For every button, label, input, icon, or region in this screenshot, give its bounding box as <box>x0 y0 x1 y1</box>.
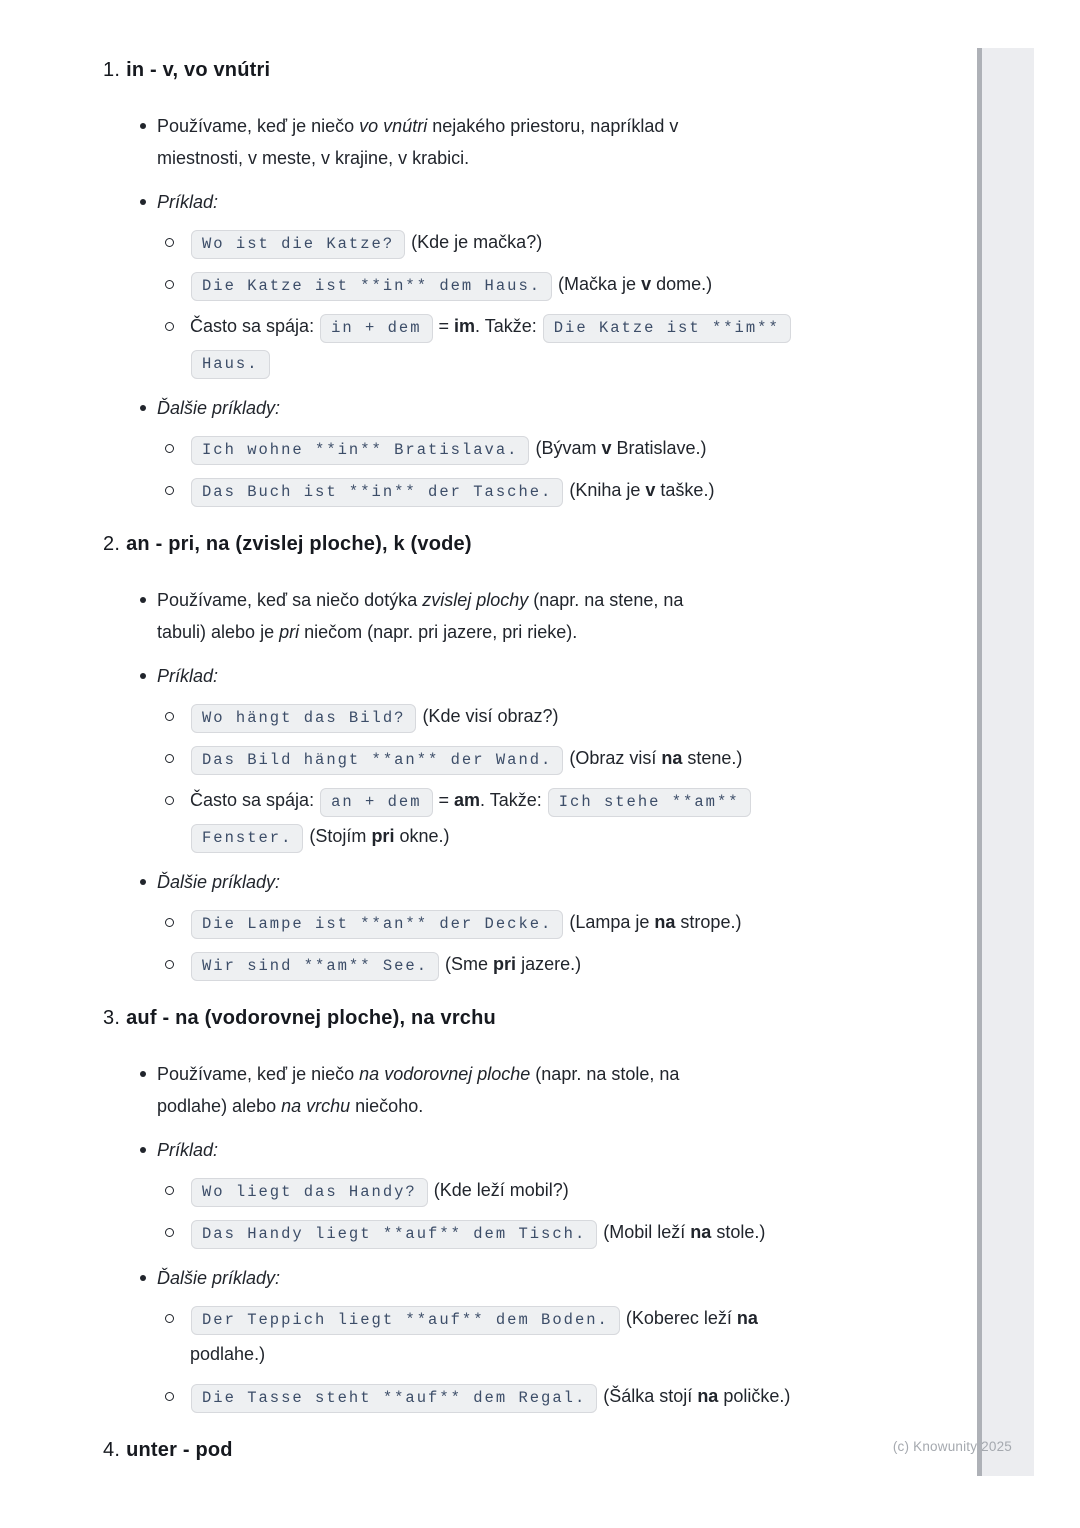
section-number: 3. <box>103 1007 121 1029</box>
text-run: (napr. na stole, na <box>530 1064 680 1084</box>
list-item-text <box>157 584 810 648</box>
list-item-text <box>157 110 810 174</box>
text-run: = <box>433 316 455 336</box>
text-run: (Mačka je <box>553 274 642 294</box>
code-chip: Die Katze ist **im** <box>543 314 791 343</box>
text-run: (Stojím <box>304 826 372 846</box>
text-run: poličke.) <box>718 1386 791 1406</box>
sub-list-item <box>157 1378 810 1414</box>
section-heading <box>103 532 810 556</box>
list-item <box>103 186 810 380</box>
code-chip: an + dem <box>320 788 432 817</box>
italic-text: Príklad: <box>157 666 219 686</box>
text-run: taške.) <box>655 480 715 500</box>
bullet-list <box>103 1058 810 1414</box>
text-run: (Bývam <box>530 438 602 458</box>
circle-marker <box>165 712 174 721</box>
list-item <box>103 660 810 854</box>
section-number: 1. <box>103 59 121 81</box>
code-chip: Das Buch ist **in** der Tasche. <box>191 478 563 507</box>
circle-marker <box>165 918 174 927</box>
code-chip: Das Handy liegt **auf** dem Tisch. <box>191 1220 597 1249</box>
list-item <box>103 1262 810 1414</box>
italic-text: na vodorovnej ploche <box>359 1064 531 1084</box>
code-chip: in + dem <box>320 314 432 343</box>
circle-marker <box>165 1392 174 1401</box>
bullet-marker <box>140 597 146 603</box>
sub-list-item-text <box>190 1214 810 1250</box>
circle-marker <box>165 754 174 763</box>
sub-list <box>157 904 810 982</box>
list-item-text <box>157 660 810 692</box>
sub-list-item-text <box>190 946 810 982</box>
bullet-list <box>103 110 810 508</box>
bold-text: im <box>454 316 476 336</box>
circle-marker <box>165 238 174 247</box>
sub-list-item-text <box>190 224 810 260</box>
text-run: (Obraz visí <box>564 748 662 768</box>
sub-list-item-text <box>190 266 810 302</box>
list-item <box>103 392 810 508</box>
text-run: (napr. na stene, na <box>528 590 684 610</box>
text-run: niečoho. <box>350 1096 424 1116</box>
sub-list-item-text <box>190 472 810 508</box>
text-run: (Kniha je <box>564 480 646 500</box>
code-chip: Das Bild hängt **an** der Wand. <box>191 746 563 775</box>
sub-list-item <box>157 1214 810 1250</box>
text-run: (Koberec leží <box>620 1308 737 1328</box>
sub-list <box>157 698 810 854</box>
code-chip: Ich wohne **in** Bratislava. <box>191 436 529 465</box>
text-run: (Kde je mačka?) <box>406 232 543 252</box>
code-chip: Ich stehe **am** <box>548 788 751 817</box>
list-item <box>103 866 810 982</box>
bullet-marker <box>140 1275 146 1281</box>
sub-list-item <box>157 308 810 380</box>
sub-list-item <box>157 904 810 940</box>
list-item <box>103 1058 810 1122</box>
section-heading <box>103 1006 810 1030</box>
bold-text: v <box>641 274 652 294</box>
text-run: stene.) <box>682 748 743 768</box>
sub-list-item <box>157 946 810 982</box>
circle-marker <box>165 280 174 289</box>
section-number: 2. <box>103 533 121 555</box>
section-title: auf - na (vodorovnej ploche), na vrchu <box>126 1007 496 1029</box>
italic-text: vo vnútri <box>359 116 428 136</box>
code-chip: Wo ist die Katze? <box>191 230 405 259</box>
sub-list-item <box>157 266 810 302</box>
text-run: podlahe) alebo <box>157 1096 282 1116</box>
text-run: dome.) <box>651 274 713 294</box>
list-item-text <box>157 1134 810 1166</box>
text-run: stole.) <box>711 1222 766 1242</box>
code-chip: Wo liegt das Handy? <box>191 1178 428 1207</box>
bold-text: pri <box>371 826 395 846</box>
text-run: tabuli) alebo je <box>157 622 280 642</box>
sub-list-item-text <box>190 782 810 854</box>
code-chip: Der Teppich liegt **auf** dem Boden. <box>191 1306 620 1335</box>
text-run: Používame, keď sa niečo dotýka <box>157 590 423 610</box>
text-run: (Kde leží mobil?) <box>428 1180 569 1200</box>
italic-text: zvislej plochy <box>422 590 529 610</box>
italic-text: Ďalšie príklady: <box>157 398 281 418</box>
sub-list-item-text <box>190 740 810 776</box>
circle-marker <box>165 444 174 453</box>
bullet-marker <box>140 199 146 205</box>
text-run: Často sa spája: <box>190 790 320 810</box>
sub-list <box>157 1300 810 1414</box>
list-item-text <box>157 186 810 218</box>
watermark: (c) Knowunity 2025 <box>892 1439 1012 1454</box>
section-1 <box>103 58 810 508</box>
code-chip: Haus. <box>191 350 270 379</box>
bold-text: na <box>697 1386 719 1406</box>
bullet-list <box>103 584 810 982</box>
list-item-text <box>157 866 810 898</box>
sub-list <box>157 1172 810 1250</box>
section-title: unter - pod <box>126 1439 233 1461</box>
list-item-text <box>157 1058 810 1122</box>
bold-text: v <box>645 480 656 500</box>
text-run: niečom (napr. pri jazere, pri rieke). <box>299 622 578 642</box>
circle-marker <box>165 322 174 331</box>
sub-list-item-text <box>190 1378 810 1414</box>
text-run: (Lampa je <box>564 912 655 932</box>
section-title: in - v, vo vnútri <box>126 59 271 81</box>
section-title: an - pri, na (zvislej ploche), k (vode) <box>126 533 472 555</box>
sub-list <box>157 224 810 380</box>
code-chip: Die Tasse steht **auf** dem Regal. <box>191 1384 597 1413</box>
sub-list-item <box>157 698 810 734</box>
circle-marker <box>165 1314 174 1323</box>
text-run: . Takže: <box>475 316 542 336</box>
code-chip: Fenster. <box>191 824 303 853</box>
text-run: podlahe.) <box>190 1344 266 1364</box>
bold-text: v <box>601 438 612 458</box>
text-run: strope.) <box>675 912 742 932</box>
sub-list-item-text <box>190 904 810 940</box>
circle-marker <box>165 796 174 805</box>
text-run: (Sme <box>440 954 494 974</box>
bold-text: na <box>654 912 676 932</box>
section-4 <box>103 1438 810 1462</box>
section-3 <box>103 1006 810 1414</box>
scrollbar-track[interactable] <box>977 48 1034 1476</box>
list-item-text <box>157 1262 810 1294</box>
text-run: (Kde visí obraz?) <box>417 706 559 726</box>
circle-marker <box>165 1186 174 1195</box>
text-run: nejakého priestoru, napríklad v <box>427 116 679 136</box>
text-run: . Takže: <box>480 790 547 810</box>
bullet-marker <box>140 123 146 129</box>
code-chip: Wir sind **am** See. <box>191 952 439 981</box>
italic-text: pri <box>279 622 300 642</box>
italic-text: Príklad: <box>157 192 219 212</box>
text-run: Používame, keď je niečo <box>157 116 360 136</box>
bullet-marker <box>140 879 146 885</box>
sub-list-item-text <box>190 430 810 466</box>
text-run: Používame, keď je niečo <box>157 1064 360 1084</box>
bold-text: na <box>690 1222 712 1242</box>
sub-list-item <box>157 782 810 854</box>
sub-list-item-text <box>190 698 810 734</box>
code-chip: Wo hängt das Bild? <box>191 704 416 733</box>
code-chip: Die Lampe ist **an** der Decke. <box>191 910 563 939</box>
list-item-text <box>157 392 810 424</box>
bold-text: na <box>736 1308 758 1328</box>
sub-list-item-text <box>190 1300 810 1372</box>
section-number: 4. <box>103 1439 121 1461</box>
section-2 <box>103 532 810 982</box>
text-run: = <box>433 790 455 810</box>
bullet-marker <box>140 1071 146 1077</box>
italic-text: Ďalšie príklady: <box>157 1268 281 1288</box>
sub-list-item <box>157 1172 810 1208</box>
bold-text: pri <box>493 954 517 974</box>
section-heading <box>103 58 810 82</box>
notes-content <box>103 34 810 1490</box>
italic-text: Ďalšie príklady: <box>157 872 281 892</box>
sub-list-item <box>157 1300 810 1372</box>
bullet-marker <box>140 1147 146 1153</box>
list-item <box>103 1134 810 1250</box>
bold-text: na <box>661 748 683 768</box>
sub-list-item-text <box>190 1172 810 1208</box>
sub-list-item <box>157 740 810 776</box>
text-run: (Mobil leží <box>598 1222 691 1242</box>
text-run: Bratislave.) <box>611 438 707 458</box>
sub-list-item <box>157 224 810 260</box>
text-run: miestnosti, v meste, v krajine, v krabici. <box>157 148 470 168</box>
circle-marker <box>165 1228 174 1237</box>
circle-marker <box>165 960 174 969</box>
list-item <box>103 584 810 648</box>
italic-text: na vrchu <box>281 1096 351 1116</box>
sub-list <box>157 430 810 508</box>
sub-list-item-text <box>190 308 810 380</box>
bullet-marker <box>140 673 146 679</box>
bold-text: am <box>454 790 481 810</box>
sub-list-item <box>157 472 810 508</box>
circle-marker <box>165 486 174 495</box>
italic-text: Príklad: <box>157 1140 219 1160</box>
list-item <box>103 110 810 174</box>
code-chip: Die Katze ist **in** dem Haus. <box>191 272 552 301</box>
sub-list-item <box>157 430 810 466</box>
text-run: okne.) <box>394 826 450 846</box>
text-run: Často sa spája: <box>190 316 320 336</box>
section-heading <box>103 1438 810 1462</box>
bullet-marker <box>140 405 146 411</box>
text-run: (Šálka stojí <box>598 1386 698 1406</box>
text-run: jazere.) <box>516 954 582 974</box>
